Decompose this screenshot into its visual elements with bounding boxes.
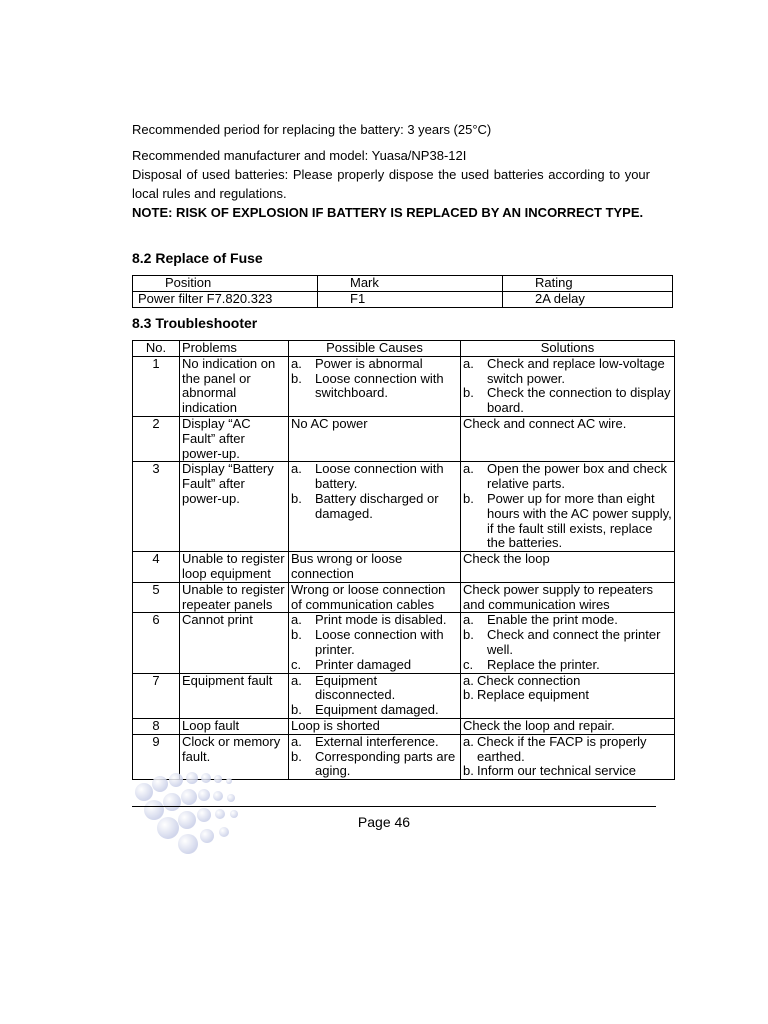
list-item [463, 628, 672, 658]
list-item [463, 492, 672, 551]
list-text: Power up for more than eight hours with the AC power supply, if the fault still exists, replace the batteries. [487, 490, 672, 551]
table-cell: 8 [133, 718, 180, 734]
list-marker: a. [463, 733, 474, 749]
list-item [463, 674, 672, 689]
disposal-paragraph: Disposal of used batteries: Please properly dispose the used batteries according to your local rules and regulations. [132, 167, 650, 201]
list-marker: a. [463, 461, 474, 477]
fuse-table [132, 275, 673, 308]
column-header: Rating [503, 276, 673, 292]
table-cell: Loop is shorted [289, 718, 461, 734]
table-cell: Clock or memory fault. [180, 734, 289, 779]
list-marker: b. [463, 385, 474, 401]
list-item [291, 613, 458, 628]
list-text: Power is abnormal [315, 355, 423, 371]
cut-off-text-line: Recommended period for replacing the battery: 3 years (25°C) [132, 122, 492, 137]
list [463, 735, 672, 779]
table-cell [289, 356, 461, 416]
list [463, 674, 672, 704]
column-header: Possible Causes [289, 341, 461, 357]
page-number: Page 46 [357, 814, 411, 830]
list-item [463, 764, 672, 779]
table-cell [461, 613, 675, 673]
column-header: Solutions [461, 341, 675, 357]
list [463, 613, 672, 672]
list-item [463, 613, 672, 628]
table-cell: 5 [133, 582, 180, 613]
list-text: Check the connection to display board. [487, 385, 671, 416]
table-row [133, 462, 675, 552]
column-header: Position [133, 276, 318, 292]
list-text: Check if the FACP is properly earthed. [477, 733, 647, 764]
list-item [463, 688, 672, 703]
table-cell: No indication on the panel or abnormal indication [180, 356, 289, 416]
list-item [291, 735, 458, 750]
list-item [291, 674, 458, 704]
table-cell: 6 [133, 613, 180, 673]
table-row [133, 582, 675, 613]
list-marker: a. [463, 612, 474, 628]
list-marker: a. [291, 672, 302, 688]
table-cell: No AC power [289, 416, 461, 461]
list [291, 674, 458, 718]
list-marker: a. [463, 355, 474, 371]
table-row [133, 613, 675, 673]
list-text: Printer damaged [315, 656, 412, 672]
table-cell: Unable to register repeater panels [180, 582, 289, 613]
table-cell: Loop fault [180, 718, 289, 734]
table-row [133, 673, 675, 718]
table-cell: 9 [133, 734, 180, 779]
list-item [463, 462, 672, 492]
table-cell: Check the loop and repair. [461, 718, 675, 734]
table-cell: Display “AC Fault” after power-up. [180, 416, 289, 461]
list-marker: b. [291, 370, 302, 386]
table-cell [289, 613, 461, 673]
list-item [291, 628, 458, 658]
list-marker: a. [291, 733, 302, 749]
table-cell: Unable to register loop equipment [180, 552, 289, 583]
column-header: Mark [318, 276, 503, 292]
list-text: Loose connection with printer. [315, 627, 444, 657]
table-header-row [133, 276, 673, 292]
manufacturer-line: Recommended manufacturer and model: Yuasa/NP38-12I [132, 148, 467, 163]
list-marker: b. [291, 627, 302, 643]
section-heading-fuse: 8.2 Replace of Fuse [132, 250, 263, 266]
list [463, 357, 672, 416]
table-cell [461, 673, 675, 718]
list-marker: a. [463, 672, 474, 688]
table-cell: Bus wrong or loose connection [289, 552, 461, 583]
list-item [463, 357, 672, 387]
table-cell: 3 [133, 462, 180, 552]
list-item [291, 357, 458, 372]
table-cell: F1 [318, 291, 503, 307]
list-marker: b. [291, 748, 302, 764]
column-header: Problems [180, 341, 289, 357]
list-text: Loose connection with switchboard. [315, 370, 444, 401]
table-cell: Power filter F7.820.323 [133, 291, 318, 307]
table-cell: Check and connect AC wire. [461, 416, 675, 461]
table-header-row [133, 341, 675, 357]
table-row [133, 356, 675, 416]
list-marker: b. [463, 490, 474, 506]
list-marker: a. [291, 355, 302, 371]
list-item [291, 750, 458, 780]
list-text: Equipment disconnected. [315, 672, 396, 703]
table-cell: 2 [133, 416, 180, 461]
footer-rule [132, 806, 656, 807]
list-marker: b. [463, 627, 474, 643]
table-cell: 1 [133, 356, 180, 416]
table-cell [461, 734, 675, 779]
list-text: Open the power box and check relative parts. [487, 461, 667, 492]
table-cell [461, 356, 675, 416]
table-cell: Cannot print [180, 613, 289, 673]
list-marker: b. [463, 763, 474, 779]
table-row [133, 291, 673, 307]
list-text: Enable the print mode. [487, 612, 618, 628]
list-item [291, 658, 458, 673]
list-text: Check and connect the printer well. [487, 627, 661, 657]
list-item [463, 386, 672, 416]
list-item [463, 658, 672, 673]
table-cell: Check the loop [461, 552, 675, 583]
troubleshooter-table [132, 340, 675, 780]
list [291, 357, 458, 401]
table-cell: 7 [133, 673, 180, 718]
list [291, 613, 458, 672]
table-row [133, 416, 675, 461]
list-marker: c. [463, 656, 474, 672]
list-text: Replace equipment [477, 687, 590, 703]
table-cell [289, 673, 461, 718]
table-cell [461, 462, 675, 552]
list [463, 462, 672, 551]
list [291, 735, 458, 779]
section-heading-troubleshooter: 8.3 Troubleshooter [132, 315, 258, 331]
list-text: Equipment damaged. [315, 702, 439, 718]
table-cell: Display “Battery Fault” after power-up. [180, 462, 289, 552]
table-cell: 2A delay [503, 291, 673, 307]
list [291, 462, 458, 521]
list-item [291, 462, 458, 492]
table-cell [289, 462, 461, 552]
table-cell: 4 [133, 552, 180, 583]
list-marker: b. [291, 490, 302, 506]
list-item [291, 372, 458, 402]
table-cell [289, 734, 461, 779]
list-text: Loose connection with battery. [315, 461, 444, 492]
list-text: Corresponding parts are aging. [315, 748, 456, 779]
list-marker: b. [463, 687, 474, 703]
battery-notes [132, 146, 650, 222]
list-marker: a. [291, 461, 302, 477]
troubleshooter-body [133, 356, 675, 779]
list-text: Check connection [477, 672, 581, 688]
table-cell: Check power supply to repeaters and communication wires [461, 582, 675, 613]
list-marker: b. [291, 702, 302, 718]
table-cell: Wrong or loose connection of communication cables [289, 582, 461, 613]
column-header: No. [133, 341, 180, 357]
list-text: Battery discharged or damaged. [315, 490, 439, 521]
list-item [463, 735, 672, 765]
list-text: Check and replace low-voltage switch power. [487, 355, 665, 386]
table-cell: Equipment fault [180, 673, 289, 718]
list-item [291, 703, 458, 718]
list-text: Inform our technical service [477, 763, 636, 779]
list-text: External interference. [315, 733, 439, 749]
list-text: Replace the printer. [487, 656, 600, 672]
table-row [133, 718, 675, 734]
list-marker: a. [291, 612, 302, 628]
table-row [133, 552, 675, 583]
list-text: Print mode is disabled. [315, 612, 447, 628]
list-marker: c. [291, 656, 302, 672]
explosion-note: NOTE: RISK OF EXPLOSION IF BATTERY IS REPLACED BY AN INCORRECT TYPE. [132, 205, 644, 220]
list-item [291, 492, 458, 522]
